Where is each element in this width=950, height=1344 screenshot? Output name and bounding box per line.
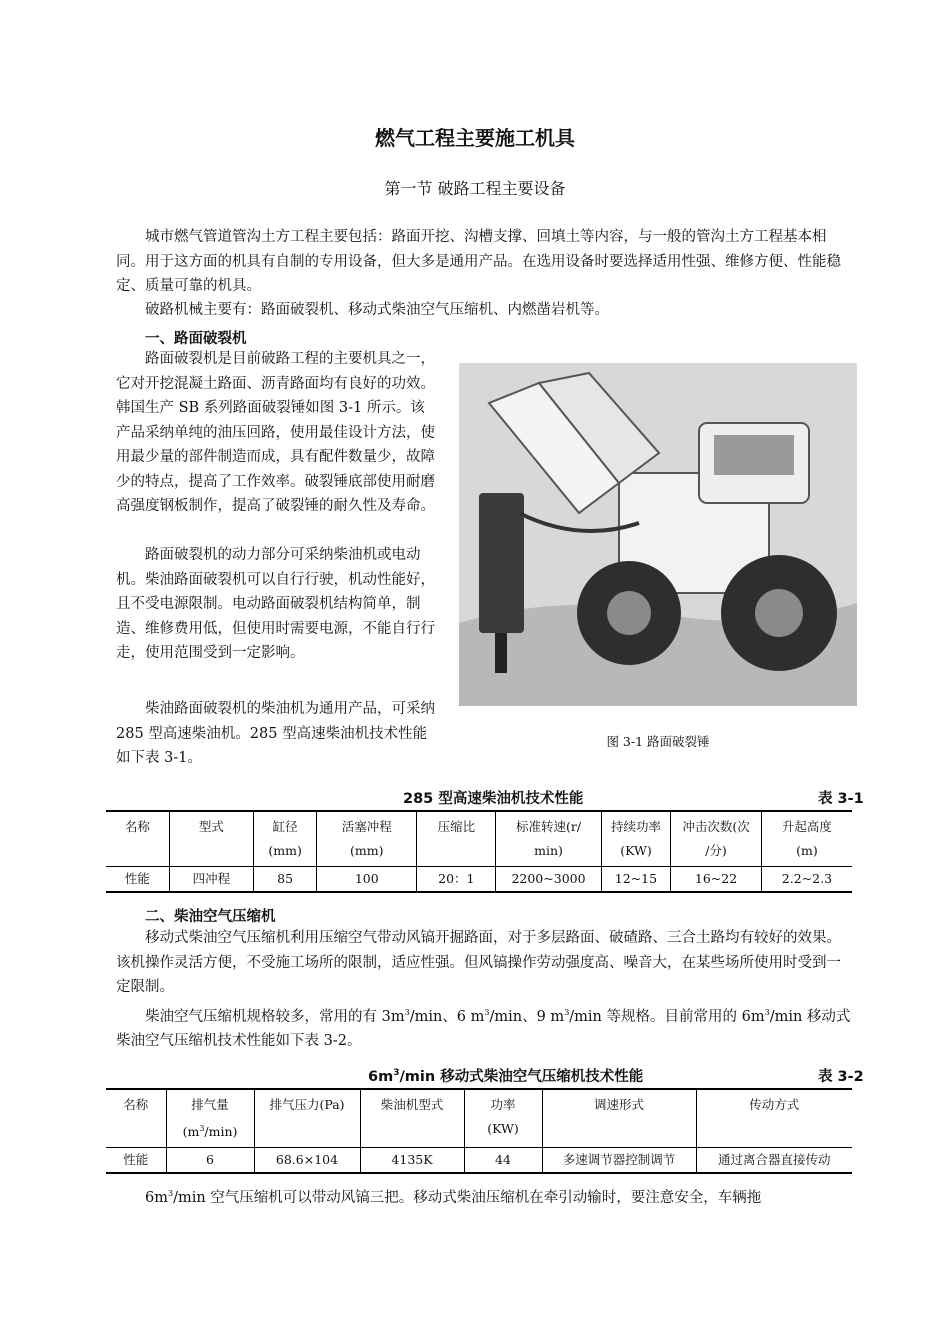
table2-data-row — [106, 1148, 852, 1174]
table1-header-cell: 活塞冲程 (mm) — [317, 811, 417, 867]
table2-header-row — [106, 1089, 852, 1148]
breaker-paragraph-2: 路面破裂机的动力部分可采纳柴油机或电动机。柴油路面破裂机可以自行行驶，机动性能好，且不受电源限制。电动路面破裂机结构简单，制造、维修费用低，但使用时需要电源，不能自行行走，使用范围受到一定影响。 — [116, 547, 435, 661]
table2-cell: 通过离合器直接传动 — [696, 1148, 852, 1174]
compressor-paragraph-1: 移动式柴油空气压缩机利用压缩空气带动风镐开掘路面，对于多层路面、破碴路、三合土路均有较好的效果。该机操作灵活方便，不受施工场所的限制，适应性强。但风镐操作劳动强度高、噪音大，在某些场所使用时受到一定限制。 — [116, 930, 841, 995]
table2-header-cell: 柴油机型式 — [360, 1089, 464, 1148]
section-heading-air-compressor: 二、柴油空气压缩机 — [145, 909, 276, 925]
closing-paragraph: $6m^3/\min$ 空气压缩机可以带动风镐三把。移动式柴油压缩机在牵引动输时，要注意安全，车辆拖 — [145, 1189, 762, 1206]
section-subtitle: 第一节 破路工程主要设备 — [384, 179, 566, 198]
road-breaker-illustration — [459, 363, 857, 706]
table2-header-cell: 功率 (KW) — [464, 1089, 542, 1148]
table1-cell: 100 — [317, 867, 417, 893]
table2-cell: 4135K — [360, 1148, 464, 1174]
table2-title: $6m^3/\min$ 移动式柴油空气压缩机技术性能 — [368, 1068, 644, 1085]
table1-cell: 12~15 — [601, 867, 671, 893]
table1-header-cell: 标准转速(r/ min) — [496, 811, 601, 867]
table1-header-cell: 升起高度 (m) — [761, 811, 852, 867]
table2-header-cell: 调速形式 — [542, 1089, 696, 1148]
breaker-paragraph-3: 柴油路面破裂机的柴油机为通用产品，可采纳 285 型高速柴油机。285 型高速柴油机技术性能如下表 3-1。 — [116, 701, 435, 766]
table1-cell: 2.2~2.3 — [761, 867, 852, 893]
table1-cell: 16~22 — [671, 867, 762, 893]
table1-cell: 四冲程 — [169, 867, 253, 893]
section-heading-road-breaker: 一、路面破裂机 — [145, 331, 247, 347]
table1-header-cell: 持续功率 (KW) — [601, 811, 671, 867]
table1-header-cell: 压缩比 — [417, 811, 496, 867]
diesel-engine-spec-table — [106, 810, 852, 893]
table1-header-cell: 缸径 (mm) — [254, 811, 317, 867]
table2-header-cell: 传动方式 — [696, 1089, 852, 1148]
table1-data-row — [106, 867, 852, 893]
table1-cell: 20：1 — [417, 867, 496, 893]
table2-cell: 6 — [166, 1148, 254, 1174]
table1-number: 表 3-1 — [818, 791, 864, 807]
table1-header-row — [106, 811, 852, 867]
document-title: 燃气工程主要施工机具 — [375, 126, 575, 150]
air-compressor-spec-table — [106, 1088, 852, 1174]
road-breaker-photo — [459, 363, 857, 706]
table1-header-cell: 冲击次数(次 /分) — [671, 811, 762, 867]
table2-cell: 性能 — [106, 1148, 166, 1174]
table2-cell: 多速调节器控制调节 — [542, 1148, 696, 1174]
table2-header-cell: 排气量 $(m^3/\min)$ — [166, 1089, 254, 1148]
figure-caption: 图 3-1 路面破裂锤 — [606, 734, 710, 749]
table2-header-cell: 名称 — [123, 1097, 149, 1112]
intro-paragraph-2: 破路机械主要有：路面破裂机、移动式柴油空气压缩机、内燃凿岩机等。 — [145, 302, 609, 318]
table1-cell: 2200~3000 — [496, 867, 601, 893]
compressor-paragraph-2: 柴油空气压缩机规格较多，常用的有 $3m^3/\min$、6 $m^3/\min$、9 $m^3/\min$ 等规格。目前常用的 $6m^3/\min$ 移动式柴油空气压缩机技术性能如下表 3-2。 — [116, 1008, 851, 1050]
breaker-paragraph-1: 路面破裂机是目前破路工程的主要机具之一，它对开挖混凝土路面、沥青路面均有良好的功效。韩国生产 SB 系列路面破裂锤如图 3-1 所示。该产品采纳单纯的油压回路，使用最佳设计方法，使用最少量的部件制造而成，具有配件数量少，故障少的特点，提高了工作效率。破裂锤底部使用耐磨高强度钢板制作，提高了破裂锤的耐久性及寿命。 — [116, 351, 435, 514]
intro-paragraph-1: 城市燃气管道管沟土方工程主要包括：路面开挖、沟槽支撑、回填土等内容，与一般的管沟土方工程基本相同。用于这方面的机具有自制的专用设备，但大多是通用产品。在选用设备时要选择适用性强、维修方便、性能稳定、质量可靠的机具。 — [116, 229, 841, 294]
table2-number: 表 3-2 — [818, 1069, 864, 1085]
table1-header-cell: 型式 — [169, 811, 253, 867]
table2-header-cell: 排气压力(Pa) — [254, 1089, 360, 1148]
table2-cell: 44 — [464, 1148, 542, 1174]
table1-cell: 性能 — [106, 867, 169, 893]
table1-header-cell: 名称 — [124, 819, 150, 834]
table2-cell: 68.6×104 — [254, 1148, 360, 1174]
table1-cell: 85 — [254, 867, 317, 893]
table1-title: 285 型高速柴油机技术性能 — [403, 791, 584, 807]
